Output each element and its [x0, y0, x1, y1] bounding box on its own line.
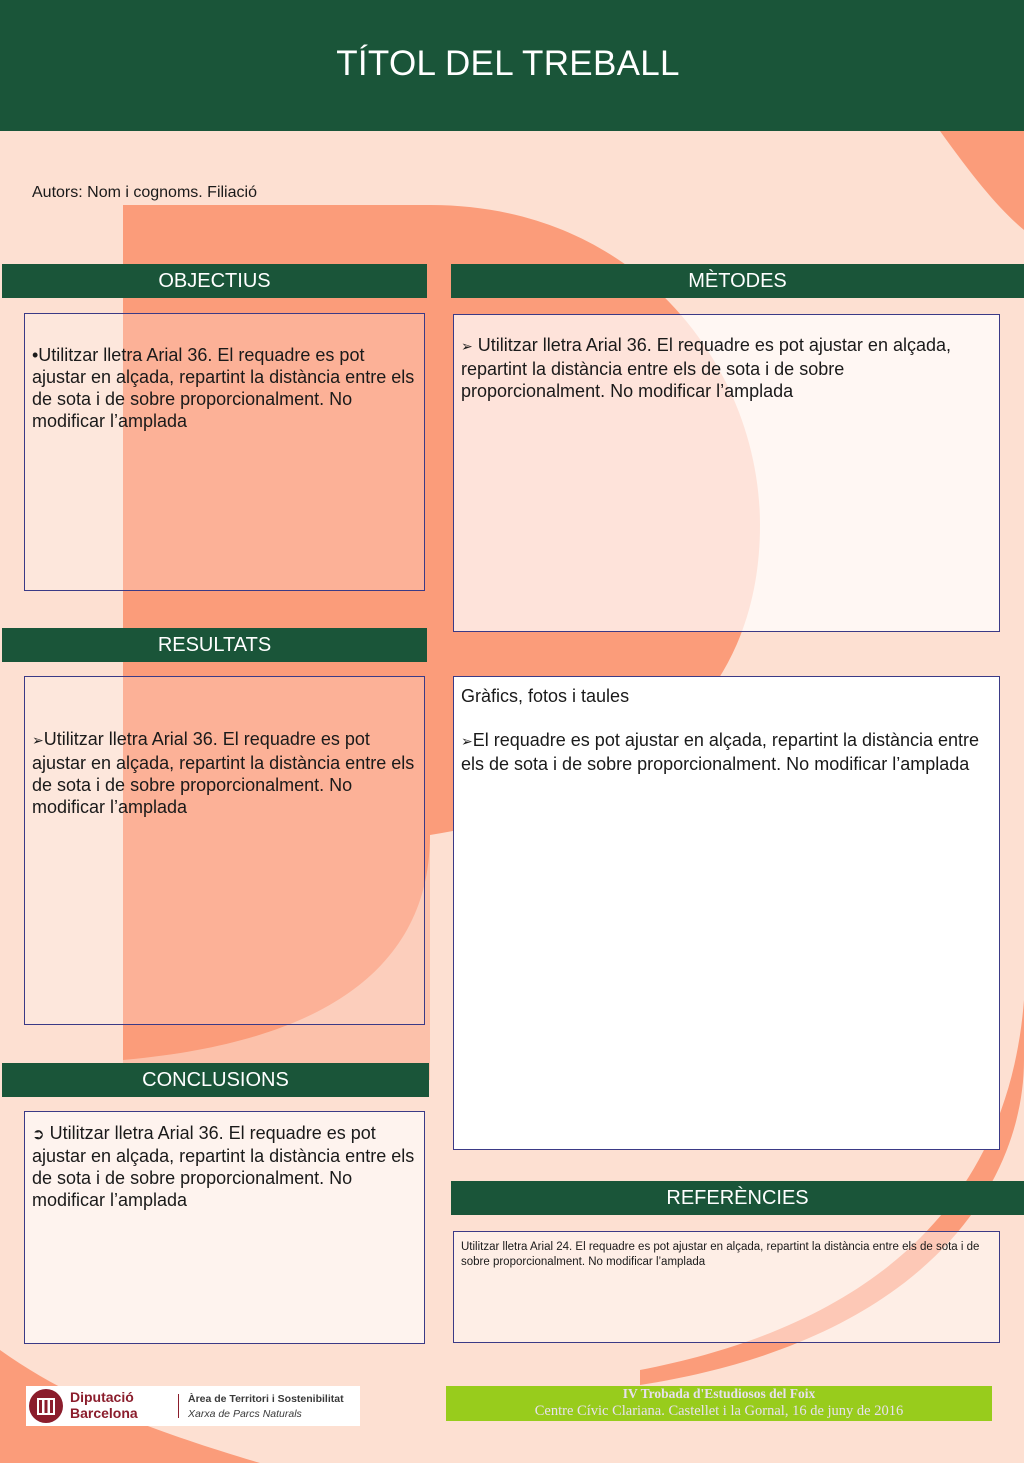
arrow-bullet-icon: ➢	[461, 734, 473, 750]
conclusions-paragraph	[32, 1122, 417, 1211]
referencies-text: Utilitzar lletra Arial 24. El requadre es pot ajustar en alçada, repartint la distància entre els de sota i de sobre proporcionalment. No modificar l’amplada	[461, 1241, 980, 1268]
resultats-paragraph	[32, 728, 417, 818]
grafics-box[interactable]	[453, 676, 1000, 1150]
grafics-paragraph	[461, 729, 991, 775]
grafics-text: El requadre es pot ajustar en alçada, repartint la distància entre els de sota i de sobre proporcionalment. No modificar l’amplada	[461, 730, 980, 774]
diputacio-logo	[26, 1386, 360, 1426]
poster-title: TÍTOL DEL TREBALL	[336, 44, 680, 83]
logo-text-diputacio: Diputació	[70, 1389, 134, 1405]
resultats-text: Utilitzar lletra Arial 36. El requadre es pot ajustar en alçada, repartint la distància entre els de sota i de sobre proporcionalment. No modificar l’amplada	[32, 729, 415, 817]
metodes-heading: MÈTODES	[451, 264, 1024, 298]
arrow-bullet-icon: ➢	[32, 733, 44, 749]
coat-of-arms-icon	[28, 1388, 64, 1424]
resultats-box[interactable]	[24, 676, 425, 1025]
logo-divider	[178, 1394, 179, 1418]
conclusions-heading: CONCLUSIONS	[2, 1063, 429, 1097]
metodes-paragraph	[461, 334, 991, 402]
metodes-box[interactable]	[453, 314, 1000, 632]
event-band	[446, 1386, 992, 1421]
referencies-box[interactable]	[453, 1231, 1000, 1343]
objectius-box[interactable]	[24, 313, 425, 591]
authors-line: Autors: Nom i cognoms. Filiació	[32, 184, 257, 201]
conclusions-box[interactable]	[24, 1111, 425, 1344]
logo-text-barcelona: Barcelona	[70, 1405, 138, 1421]
circled-arrow-icon: ➲	[32, 1125, 45, 1143]
objectius-text: •Utilitzar lletra Arial 36. El requadre es pot ajustar en alçada, repartint la distància entre els de sota i de sobre proporcionalment. No modificar l’amplada	[32, 345, 415, 431]
event-venue-date: Centre Cívic Clariana. Castellet i la Gornal, 16 de juny de 2016	[534, 1403, 904, 1419]
metodes-text: Utilitzar lletra Arial 36. El requadre es pot ajustar en alçada, repartint la distància entre els de sota i de sobre proporcionalment. No modificar l’amplada	[461, 335, 951, 401]
logo-network-text: Xarxa de Parcs Naturals	[188, 1408, 302, 1420]
event-title: IV Trobada d'Estudiosos del Foix	[622, 1386, 816, 1401]
grafics-caption: Gràfics, fotos i taules	[461, 686, 630, 706]
conclusions-text: Utilitzar lletra Arial 36. El requadre es pot ajustar en alçada, repartint la distància entre els de sota i de sobre proporcionalment. No modificar l’amplada	[32, 1123, 415, 1210]
objectius-heading: OBJECTIUS	[2, 264, 427, 298]
arrow-bullet-icon: ➢	[461, 339, 473, 355]
referencies-heading: REFERÈNCIES	[451, 1181, 1024, 1215]
logo-area-text: Àrea de Territori i Sostenibilitat	[188, 1393, 344, 1405]
resultats-heading: RESULTATS	[2, 628, 427, 662]
